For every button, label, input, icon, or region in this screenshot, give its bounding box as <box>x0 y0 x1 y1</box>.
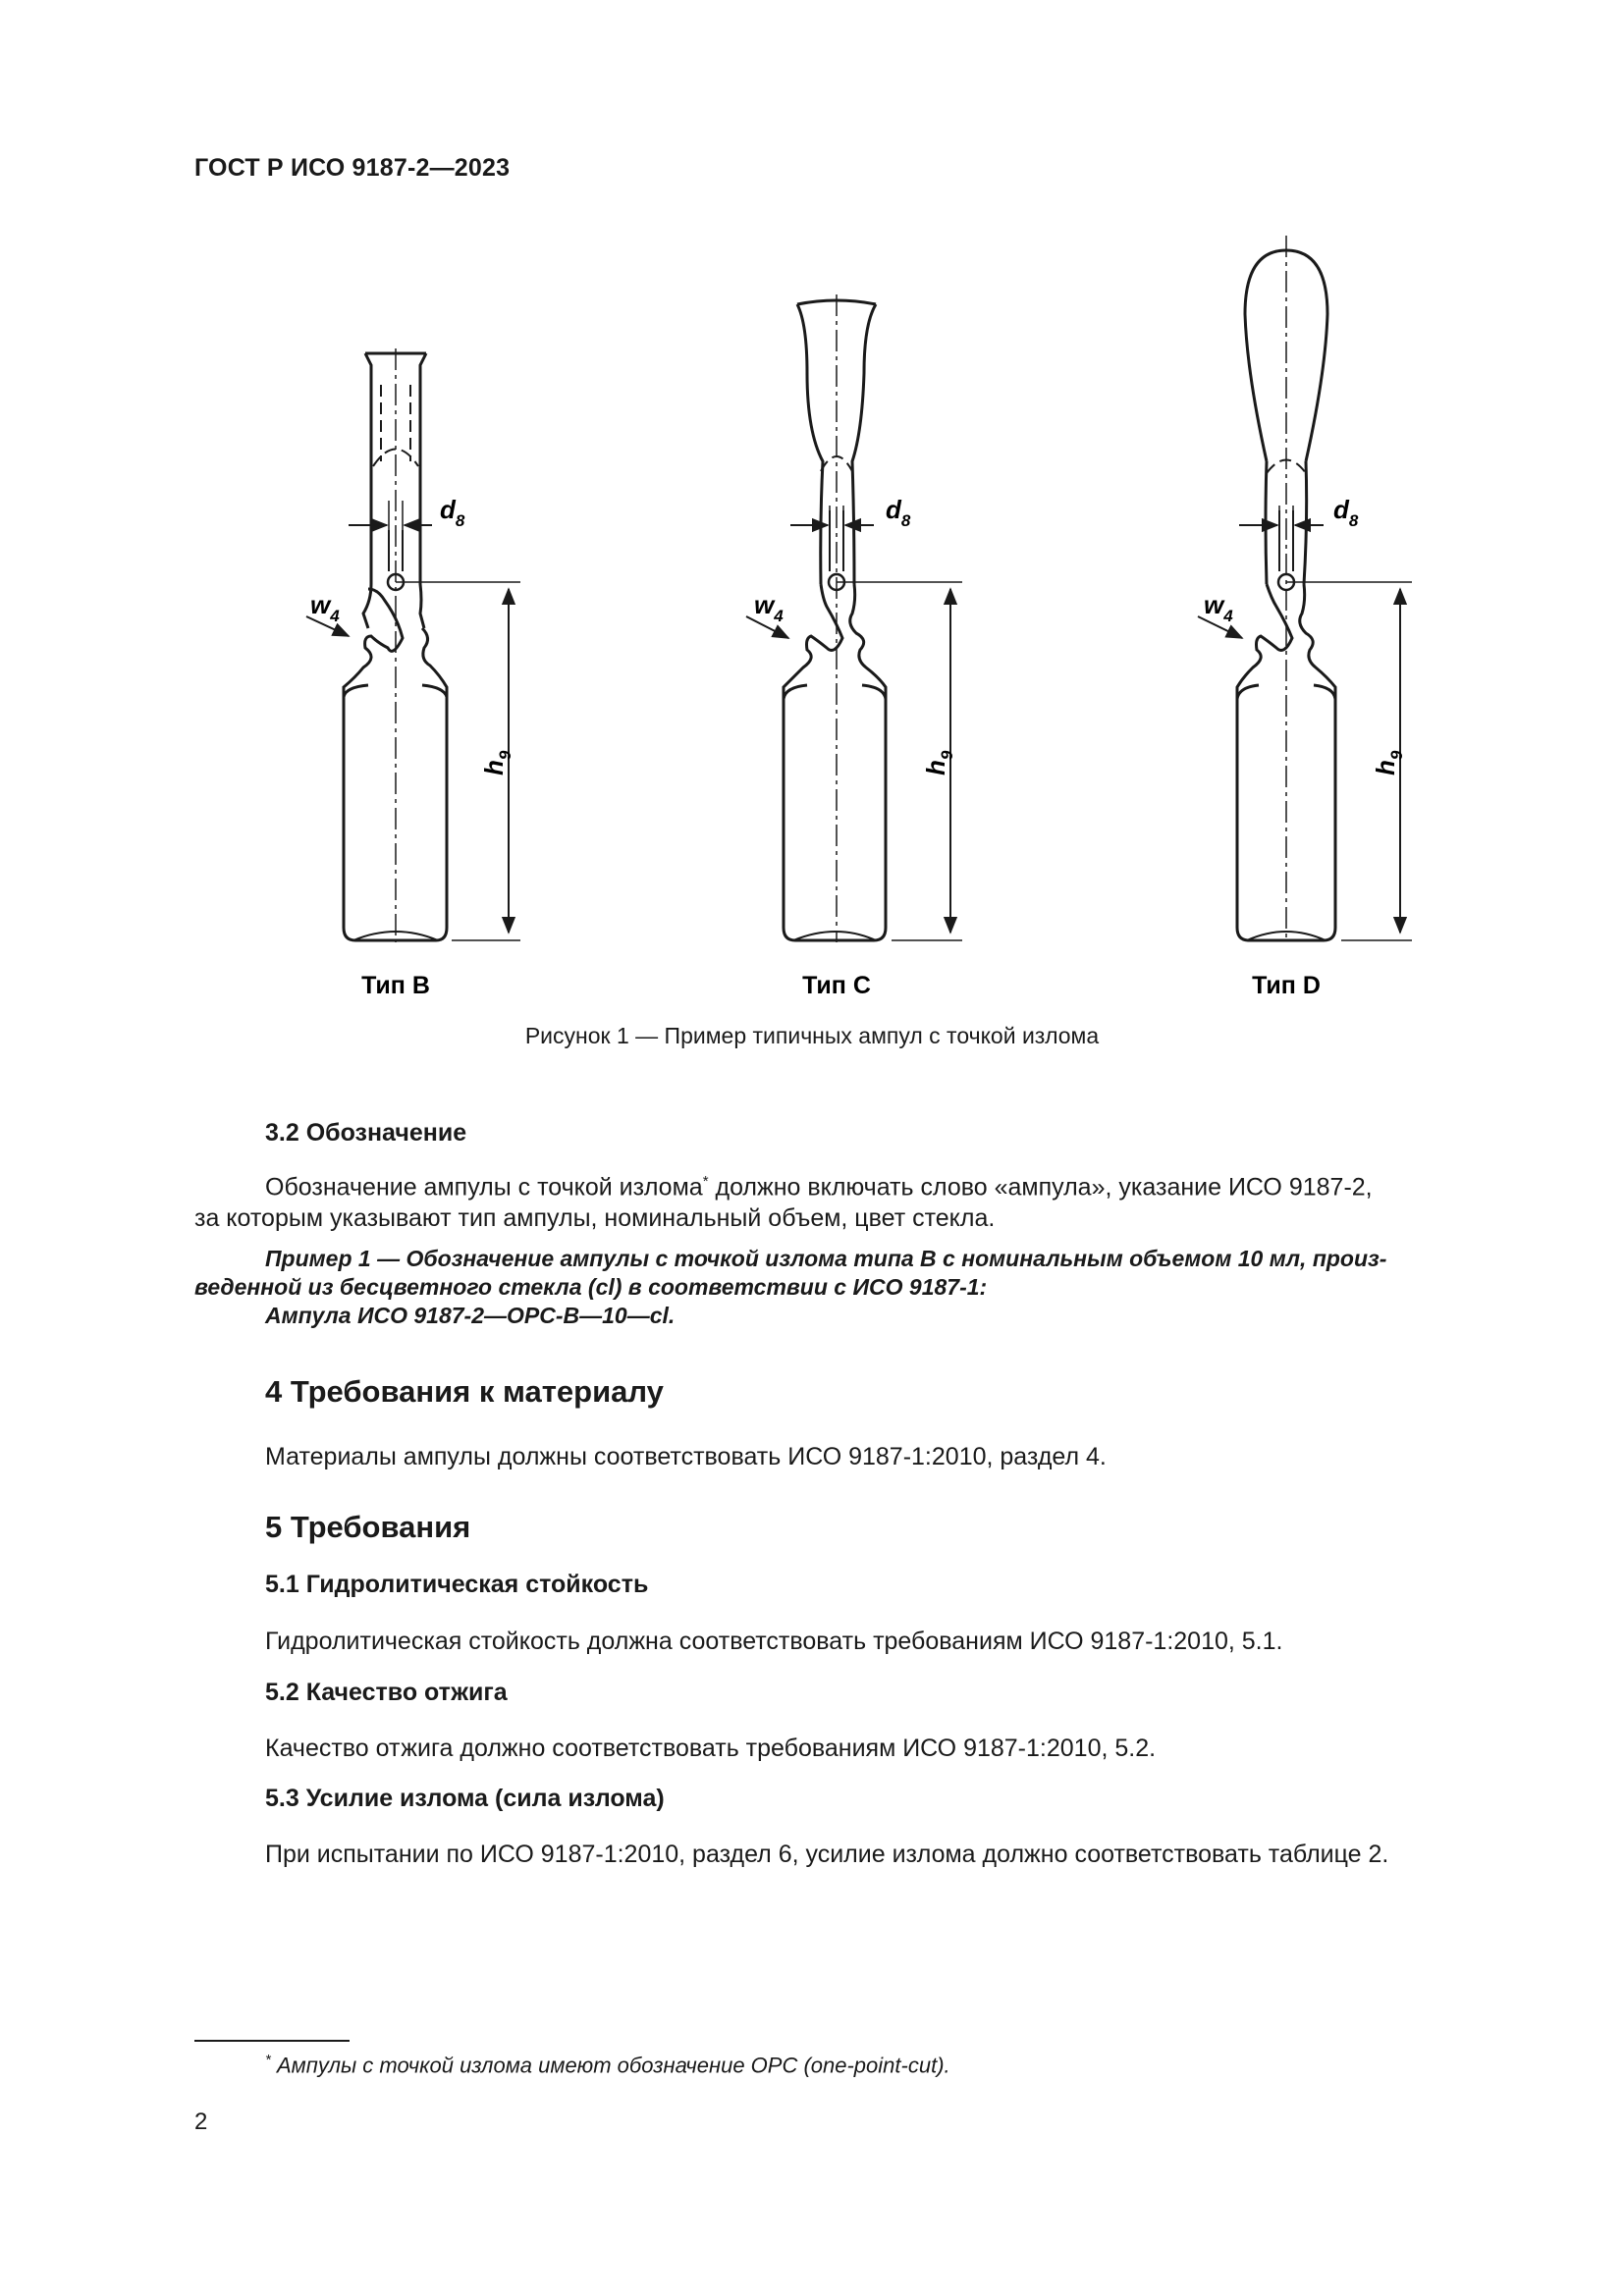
svg-text:w4: $w_4$ <box>754 590 784 625</box>
svg-text:d8: $d_8$ <box>440 495 465 530</box>
heading-5-3: 5.3 Усилие излома (сила излома) <box>265 1785 665 1812</box>
svg-text:h9: $h_9$ <box>479 750 514 775</box>
figure-label-type-d: Тип D <box>1252 972 1321 999</box>
footnote: * Ампулы с точкой излома имеют обозначение OPC (one-point-cut). <box>265 2052 950 2078</box>
ampoule-figure <box>0 0 1624 1080</box>
svg-text:h9: $h_9$ <box>1371 750 1406 775</box>
dim-d8-label-b: d <box>440 495 456 524</box>
ampoule-type-d <box>1198 236 1412 942</box>
figure-label-type-b: Тип В <box>361 972 430 999</box>
svg-text:w4: $w_4$ <box>310 590 340 625</box>
heading-3-2: 3.2 Обозначение <box>265 1119 467 1147</box>
para-3-2-line1: Обозначение ампулы с точкой излома* должно включать слово «ампула», указание ИСО 9187-2, <box>265 1173 1373 1201</box>
dim-h9-label-b: h <box>479 760 509 775</box>
dim-w4-label-b: w <box>310 590 331 619</box>
para-5-3: При испытании по ИСО 9187-1:2010, раздел 6, усилие излома должно соответствовать таблице 2. <box>265 1841 1389 1868</box>
heading-5: 5 Требования <box>265 1510 471 1544</box>
heading-5-2: 5.2 Качество отжига <box>265 1679 508 1706</box>
document-header: ГОСТ Р ИСО 9187-2—2023 <box>194 154 511 182</box>
dim-d8-label-c: d <box>886 495 901 524</box>
figure-caption: Рисунок 1 — Пример типичных ампул с точкой излома <box>524 1023 1100 1048</box>
svg-text:h9: $h_9$ <box>921 750 956 775</box>
ampoule-type-b <box>306 348 520 942</box>
para-5-2: Качество отжига должно соответствовать требованиям ИСО 9187-1:2010, 5.2. <box>265 1735 1157 1762</box>
svg-text:d8: $d_8$ <box>886 495 911 530</box>
para-5-1: Гидролитическая стойкость должна соответствовать требованиям ИСО 9187-1:2010, 5.1. <box>265 1628 1283 1655</box>
example-1-line3: Ампула ИСО 9187-2—ОРС-В—10—cl. <box>265 1303 676 1328</box>
footnote-rule <box>194 2040 350 2042</box>
figure-label-type-c: Тип С <box>802 972 871 999</box>
para-3-2-line2: за которым указывают тип ампулы, номинальный объем, цвет стекла. <box>194 1204 996 1232</box>
dim-h9-label-d: h <box>1371 760 1400 775</box>
dim-h9-label-c: h <box>921 760 950 775</box>
example-1-line1: Пример 1 — Обозначение ампулы с точкой излома типа В с номинальным объемом 10 мл, произ- <box>265 1246 1387 1271</box>
page-number: 2 <box>194 2109 208 2135</box>
example-1-line2: веденной из бесцветного стекла (cl) в соответствии с ИСО 9187-1: <box>194 1274 988 1300</box>
heading-5-1: 5.1 Гидролитическая стойкость <box>265 1571 649 1598</box>
svg-text:d8: $d_8$ <box>1333 495 1359 530</box>
dim-w4-label-c: w <box>754 590 775 619</box>
para-4: Материалы ампулы должны соответствовать ИСО 9187-1:2010, раздел 4. <box>265 1443 1107 1470</box>
heading-4: 4 Требования к материалу <box>265 1374 664 1409</box>
dim-w4-label-d: w <box>1204 590 1224 619</box>
svg-text:w4: $w_4$ <box>1204 590 1233 625</box>
dim-d8-label-d: d <box>1333 495 1349 524</box>
